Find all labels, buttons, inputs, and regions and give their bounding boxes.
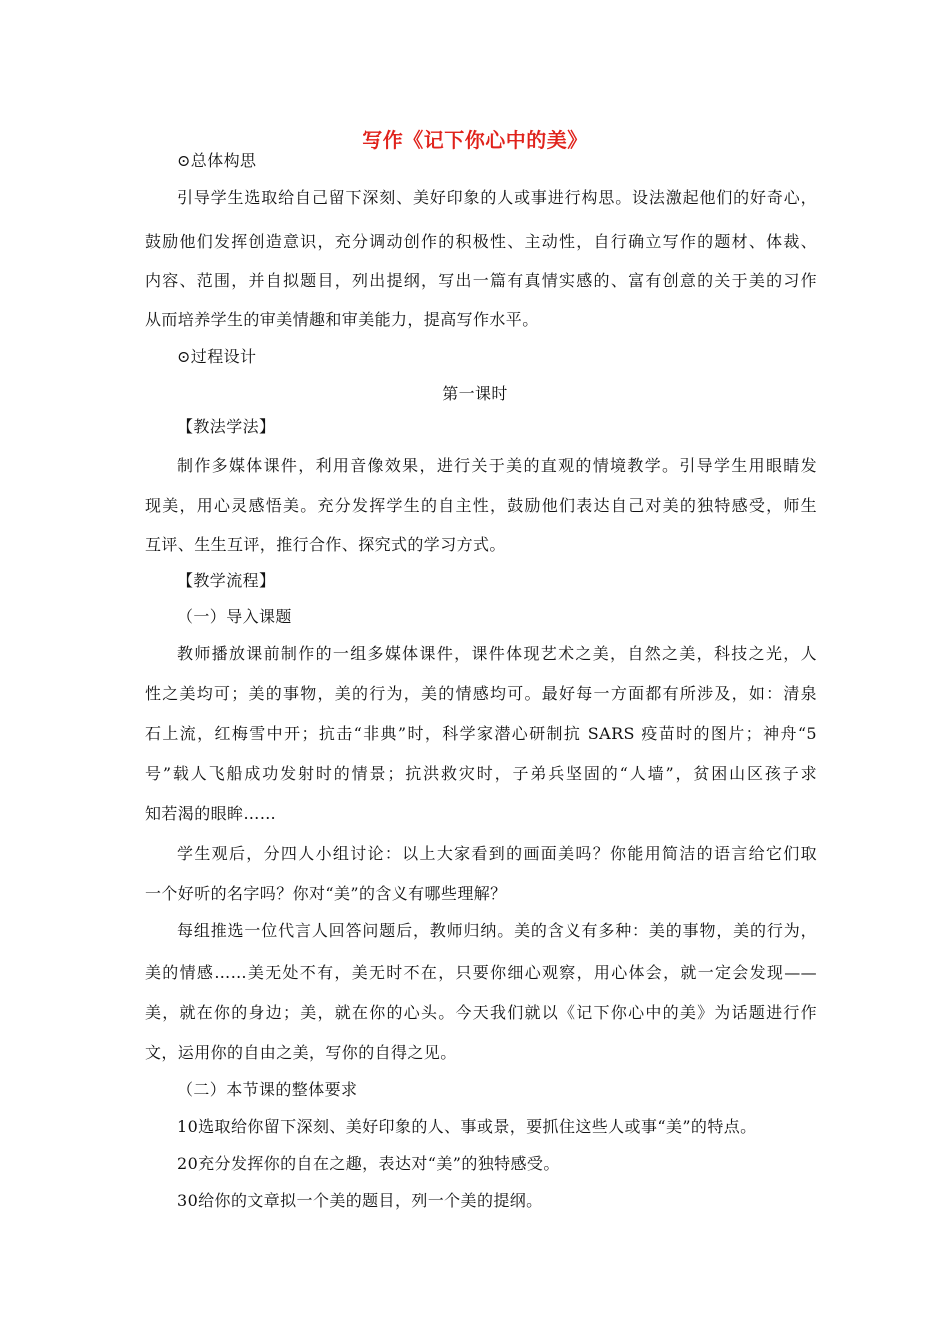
paragraph-line: 美，就在你的身边；美，就在你的心头。今天我们就以《记下你心中的美》为话题进行作 — [145, 1003, 817, 1022]
paragraph-line: 每组推选一位代言人回答问题后，教师归纳。美的含义有多种：美的事物，美的行为， — [177, 921, 817, 940]
paragraph-line: 知若渴的眼眸…… — [145, 804, 277, 823]
paragraph-line: 号”载人飞船成功发射时的情景；抗洪救灾时，子弟兵坚固的“人墙”，贫困山区孩子求 — [145, 764, 817, 783]
document-title: 写作《记下你心中的美》 — [362, 128, 588, 152]
section-heading-process-design: ⊙过程设计 — [177, 347, 257, 366]
paragraph-line: 鼓励他们发挥创造意识，充分调动创作的积极性、主动性，自行确立写作的题材、体裁、 — [145, 232, 817, 251]
paragraph-line: 引导学生选取给自己留下深刻、美好印象的人或事进行构思。设法激起他们的好奇心， — [177, 188, 817, 207]
paragraph-line: 石上流，红梅雪中开；抗击“非典”时，科学家潜心研制抗 SARS 疫苗时的图片；神舟“5 — [145, 724, 817, 743]
section-heading-overall-concept: ⊙总体构思 — [177, 151, 257, 170]
paragraph-line: 制作多媒体课件，利用音像效果，进行关于美的直观的情境教学。引导学生用眼睛发 — [177, 456, 817, 475]
paragraph-line: 美的情感……美无处不有，美无时不在，只要你细心观察，用心体会，就一定会发现—— — [145, 963, 817, 982]
paragraph-line: 教师播放课前制作的一组多媒体课件，课件体现艺术之美，自然之美，科技之光，人 — [177, 644, 817, 663]
requirement-item: 10选取给你留下深刻、美好印象的人、事或景，要抓住这些人或事“美”的特点。 — [177, 1117, 757, 1136]
requirement-item: 30给你的文章拟一个美的题目，列一个美的提纲。 — [177, 1191, 543, 1210]
paragraph-line: 一个好听的名字吗？你对“美”的含义有哪些理解？ — [145, 884, 507, 903]
step2-heading: （二）本节课的整体要求 — [177, 1080, 358, 1099]
teaching-flow-heading: 【教学流程】 — [177, 571, 276, 590]
requirement-item: 20充分发挥你的自在之趣，表达对“美”的独特感受。 — [177, 1154, 560, 1173]
paragraph-line: 文，运用你的自由之美，写你的自得之见。 — [145, 1043, 457, 1062]
methods-heading: 【教法学法】 — [177, 417, 276, 436]
paragraph-line: 性之美均可；美的事物，美的行为，美的情感均可。最好每一方面都有所涉及，如：清泉 — [145, 684, 817, 703]
paragraph-line: 学生观后，分四人小组讨论：以上大家看到的画面美吗？你能用简洁的语言给它们取 — [177, 844, 817, 863]
step1-heading: （一）导入课题 — [177, 607, 292, 626]
lesson-label: 第一课时 — [442, 384, 508, 403]
paragraph-line: 内容、范围，并自拟题目，列出提纲，写出一篇有真情实感的、富有创意的关于美的习作 — [145, 271, 817, 290]
paragraph-line: 从而培养学生的审美情趣和审美能力，提高写作水平。 — [145, 310, 539, 329]
paragraph-line: 互评、生生互评，推行合作、探究式的学习方式。 — [145, 535, 506, 554]
paragraph-line: 现美，用心灵感悟美。充分发挥学生的自主性，鼓励他们表达自己对美的独特感受，师生 — [145, 496, 817, 515]
